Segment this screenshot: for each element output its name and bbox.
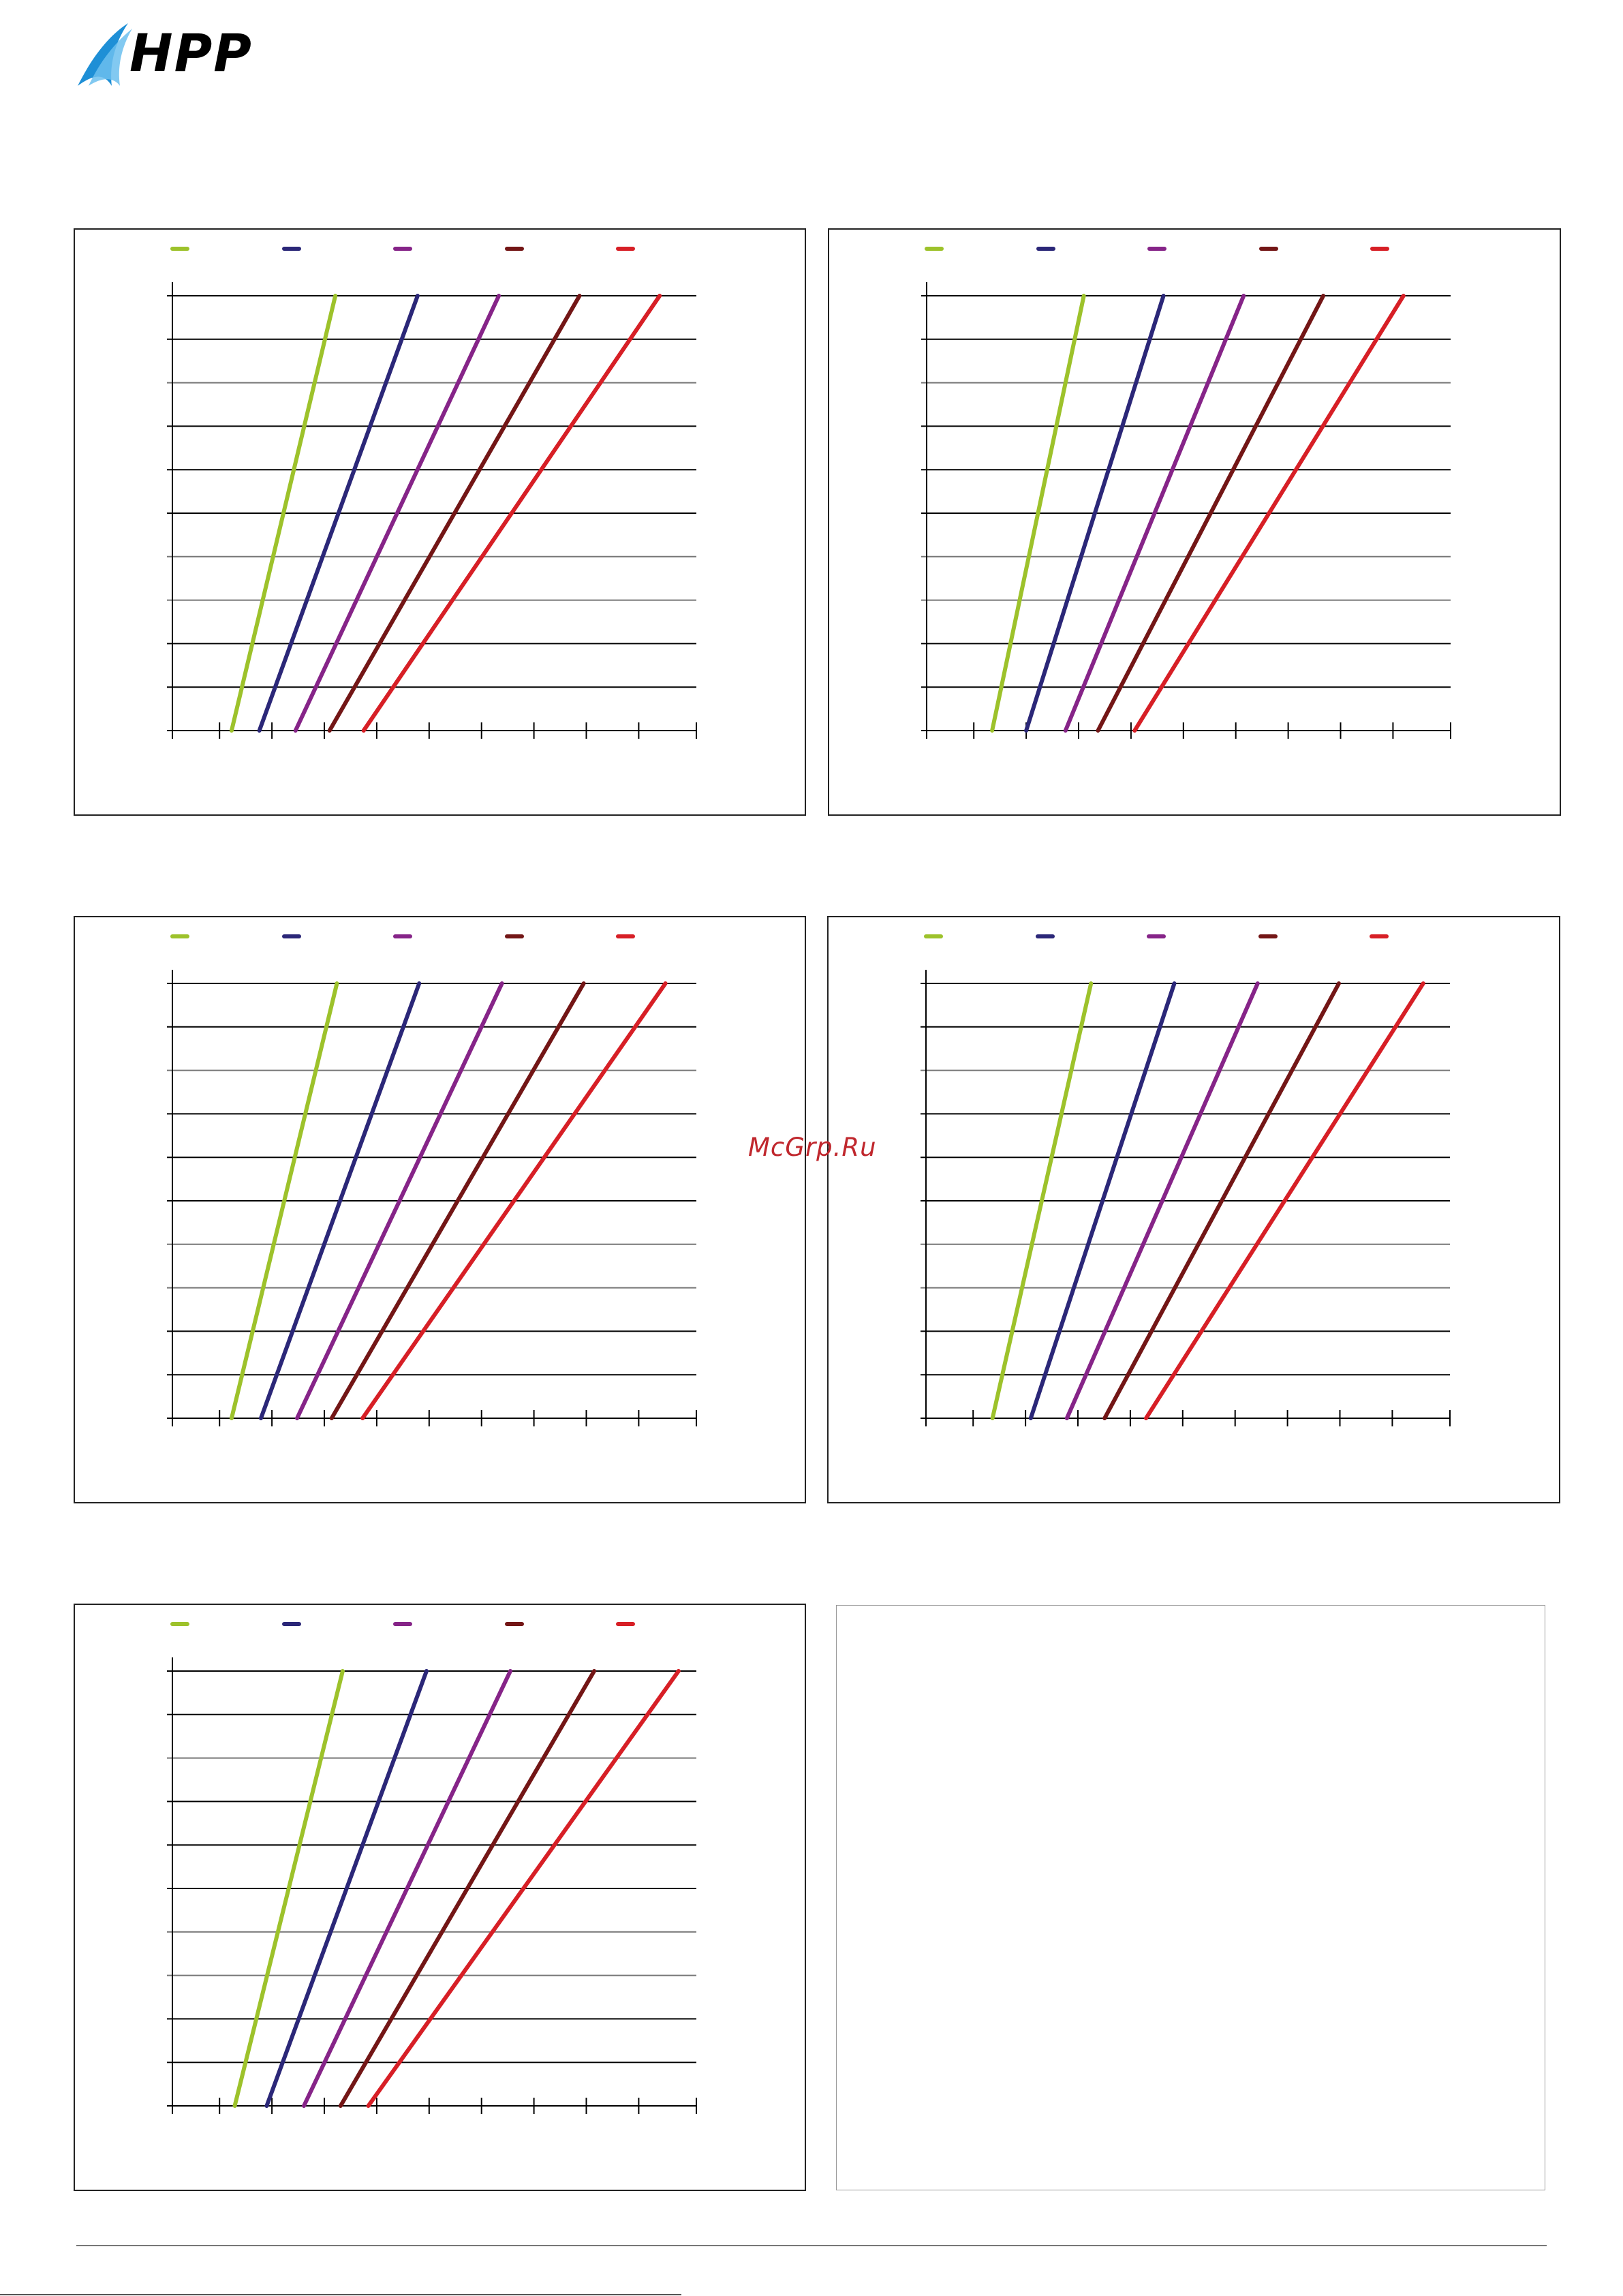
- chart-panel-4: [827, 916, 1560, 1503]
- chart-panel-5: [74, 1604, 806, 2191]
- footer-divider: [76, 2245, 1547, 2246]
- watermark: McGrp.Ru: [748, 1133, 877, 1162]
- chart-4-plot: [829, 917, 1562, 1505]
- empty-panel: [836, 1605, 1545, 2190]
- chart-3-plot: [75, 917, 807, 1505]
- chart-5-plot: [75, 1605, 807, 2192]
- chart-panel-1: [74, 228, 806, 816]
- brand-name: HPP: [129, 22, 253, 83]
- hpp-logo-swoosh-icon: [74, 19, 135, 94]
- chart-1-plot: [75, 230, 807, 817]
- chart-2-plot: [829, 230, 1562, 817]
- bottom-divider: [0, 2294, 681, 2295]
- chart-panel-2: [828, 228, 1561, 816]
- hpp-logo: [74, 19, 251, 94]
- chart-panel-3: [74, 916, 806, 1503]
